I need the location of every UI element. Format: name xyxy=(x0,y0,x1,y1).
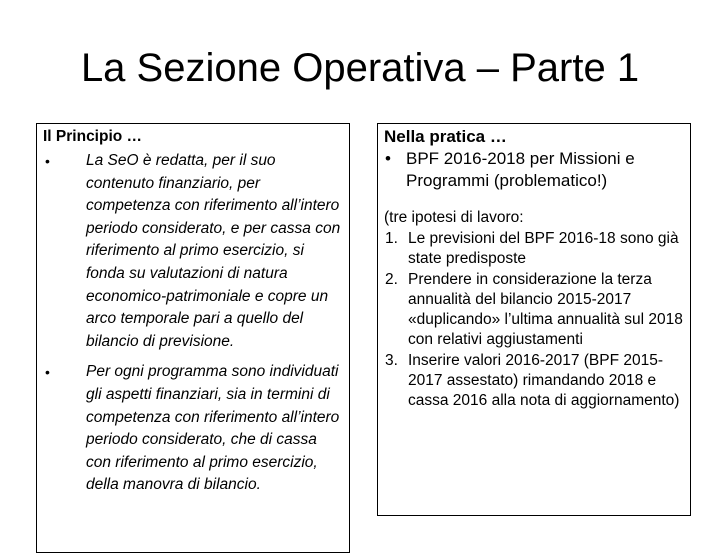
hypotheses-intro: (tre ipotesi di lavoro: xyxy=(384,209,524,226)
list-item-text: Le previsioni del BPF 2016-18 sono già state predisposte xyxy=(408,230,679,267)
list-item xyxy=(384,270,684,350)
principle-heading: Il Principio … xyxy=(43,128,143,145)
principle-bullet-1 xyxy=(43,150,343,353)
bullet-icon: • xyxy=(45,364,50,381)
list-item-text: Prendere in considerazione la terza annualità del bilancio 2015-2017 «duplicando» l’ultima annualità sul 2018 con relativi aggiustamenti xyxy=(408,271,683,348)
list-item xyxy=(384,351,684,411)
list-number: 3. xyxy=(385,352,398,369)
principle-bullet-text: Per ogni programma sono individuati gli aspetti finanziari, sia in termini di competenza con riferimento all’intero periodo considerato, che di cassa con riferimento al primo esercizio, della manovra di bilancio. xyxy=(86,363,340,494)
slide-title: La Sezione Operativa – Parte 1 xyxy=(80,46,640,90)
hypotheses-list xyxy=(384,229,684,411)
list-number: 2. xyxy=(385,271,398,288)
practice-heading: Nella pratica … xyxy=(384,127,507,146)
practice-bullet xyxy=(384,148,684,192)
principle-bullet-2 xyxy=(43,361,343,497)
bullet-icon: • xyxy=(385,149,391,168)
practice-bullet-text: BPF 2016-2018 per Missioni e Programmi (problematico!) xyxy=(406,149,635,190)
list-number: 1. xyxy=(385,230,398,247)
principle-box xyxy=(36,123,350,553)
list-item xyxy=(384,229,684,269)
bullet-icon: • xyxy=(45,153,50,169)
practice-box xyxy=(377,123,691,516)
principle-bullet-text: La SeO è redatta, per il suo contenuto finanziario, per competenza con riferimento all’intero periodo considerato, e per cassa con riferimento al primo esercizio, si fonda su valutazioni di natura economico-patrimoniale e copre un arco temporale pari a quello del bilancio di previsione. xyxy=(86,152,341,350)
list-item-text: Inserire valori 2016-2017 (BPF 2015-2017 assestato) rimandando 2018 e cassa 2016 alla nota di aggiornamento) xyxy=(408,352,680,409)
